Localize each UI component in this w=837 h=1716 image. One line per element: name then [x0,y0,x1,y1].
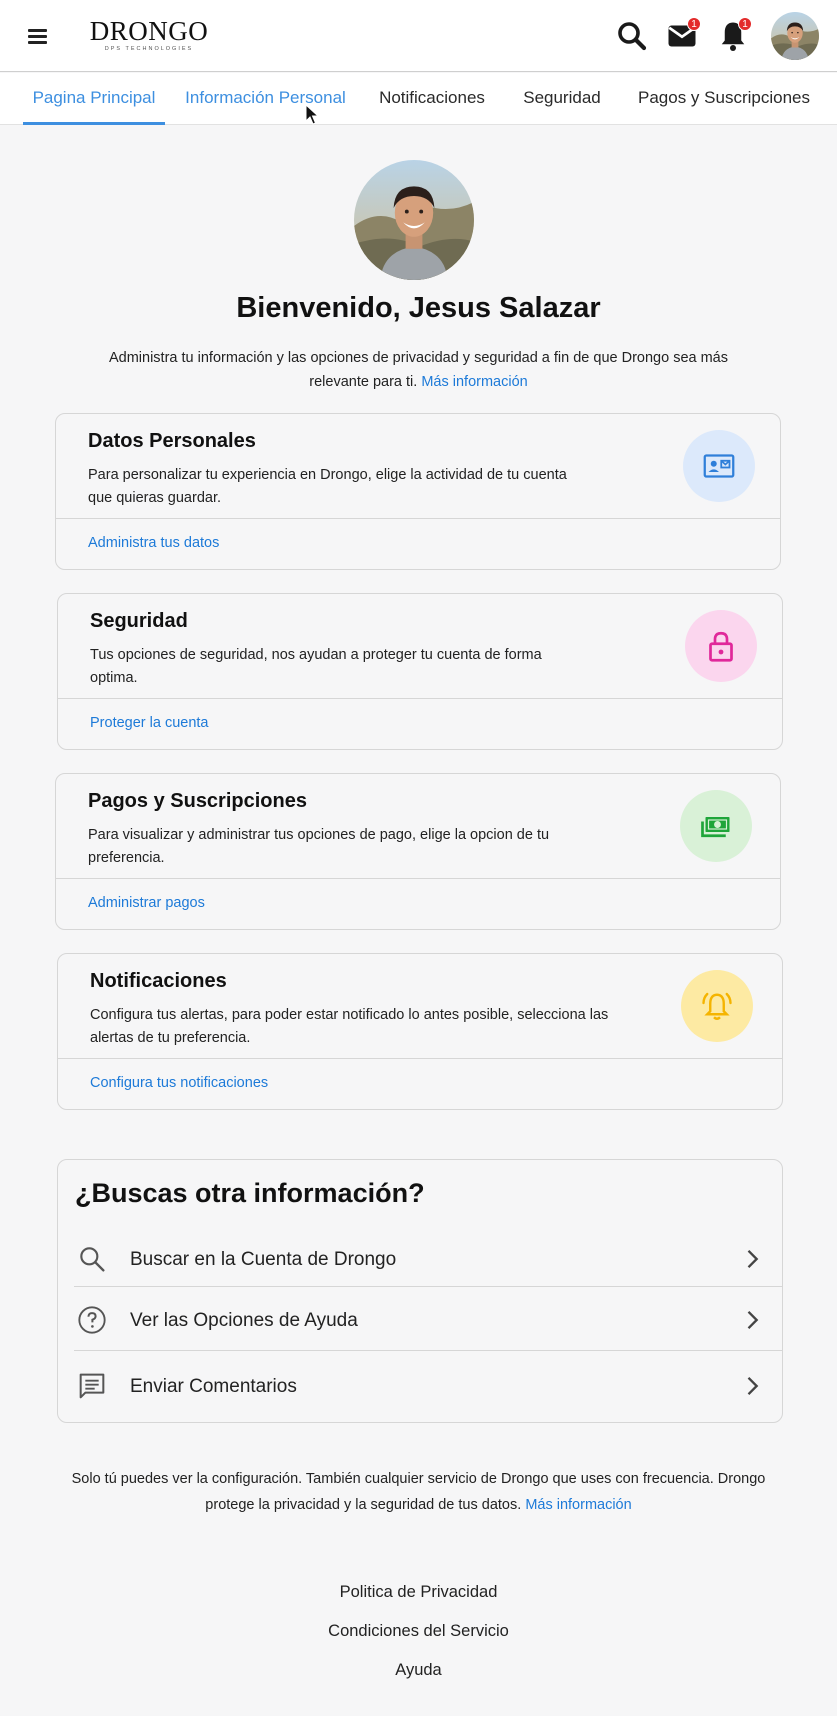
card-datos-personales [55,413,781,570]
privacy-note-text: Solo tú puedes ver la configuración. También cualquier servicio de Drongo que uses con frecuencia. Drongo protege la privacidad y la seguridad de tus datos. [71,1471,766,1513]
tab-seguridad[interactable]: Seguridad [523,88,601,107]
alarm-bell-icon [699,988,735,1024]
intro-more-info-link[interactable]: Más información [421,374,528,390]
card-icon-circle [683,430,755,502]
card-divider [56,878,780,879]
top-app-bar [0,0,837,72]
help-item-buscar[interactable] [58,1229,782,1291]
logo-subtitle: DPS TECHNOLOGIES [104,46,194,52]
help-circle-icon [76,1304,108,1336]
card-description: Configura tus alertas, para poder estar notificado lo antes posible, selecciona las alertas de tu preferencia. [90,1007,609,1046]
help-item-label: Enviar Comentarios [130,1376,297,1397]
drongo-logo[interactable] [84,18,214,54]
notifications-button[interactable] [715,18,751,54]
search-icon[interactable] [614,18,650,54]
chevron-right-icon [738,1245,766,1273]
card-title: Datos Personales [88,430,256,452]
tab-bar [0,73,837,125]
card-divider [58,1058,782,1059]
footer-link-ayuda[interactable]: Ayuda [395,1661,442,1679]
help-title: ¿Buscas otra información? [75,1178,425,1208]
card-description: Tus opciones de seguridad, nos ayudan a proteger tu cuenta de forma optima. [90,647,542,686]
intro-body: Administra tu información y las opciones de privacidad y seguridad a fin de que Drongo sea más relevante para ti. [108,350,728,390]
help-item-label: Buscar en la Cuenta de Drongo [130,1249,397,1270]
mouse-cursor-icon [305,104,321,126]
logo-brand: DRONGO [89,16,209,46]
chevron-right-icon [738,1372,766,1400]
hamburger-menu-icon[interactable] [24,22,52,50]
card-action-link[interactable]: Configura tus notificaciones [90,1075,269,1091]
card-description: Para personalizar tu experiencia en Drongo, elige la actividad de tu cuenta que quieras guardar. [88,467,567,506]
card-action-link[interactable]: Proteger la cuenta [90,715,209,731]
card-divider [58,698,782,699]
privacy-note [60,1466,777,1518]
card-description: Para visualizar y administrar tus opciones de pago, elige la opcion de tu preferencia. [88,827,550,866]
intro-text [90,346,747,394]
card-title: Pagos y Suscripciones [88,790,307,812]
lock-icon [703,628,739,664]
mail-badge: 1 [687,17,701,31]
feedback-icon [76,1370,108,1402]
money-icon [698,808,734,844]
card-action-link[interactable]: Administrar pagos [88,895,205,911]
notifications-badge: 1 [738,17,752,31]
help-divider [74,1286,782,1287]
tab-pagina-principal[interactable]: Pagina Principal [23,73,165,125]
user-avatar[interactable] [771,12,819,60]
help-divider [74,1350,782,1351]
tab-informacion-personal[interactable]: Información Personal [185,88,346,107]
help-section [57,1159,783,1423]
profile-photo[interactable] [354,160,474,280]
card-icon-circle [681,970,753,1042]
footer-link-condiciones[interactable]: Condiciones del Servicio [328,1622,509,1640]
tab-notificaciones[interactable]: Notificaciones [379,88,485,107]
mail-button[interactable] [664,18,700,54]
help-item-ayuda[interactable] [58,1290,782,1352]
privacy-more-info-link[interactable]: Más información [525,1497,632,1513]
card-title: Seguridad [90,610,188,632]
help-item-label: Ver las Opciones de Ayuda [130,1310,358,1331]
card-notificaciones [57,953,783,1110]
card-title: Notificaciones [90,970,227,992]
card-seguridad [57,593,783,750]
card-divider [56,518,780,519]
card-icon-circle [680,790,752,862]
help-item-comentarios[interactable] [58,1356,782,1418]
welcome-heading: Bienvenido, Jesus Salazar [236,292,601,324]
card-icon-circle [685,610,757,682]
id-card-icon [701,448,737,484]
tab-pagos-y-suscripciones[interactable]: Pagos y Suscripciones [638,88,810,107]
chevron-right-icon [738,1306,766,1334]
search-icon [76,1243,108,1275]
footer-link-privacidad[interactable]: Politica de Privacidad [339,1583,498,1601]
card-action-link[interactable]: Administra tus datos [88,535,220,551]
card-pagos-y-suscripciones [55,773,781,930]
